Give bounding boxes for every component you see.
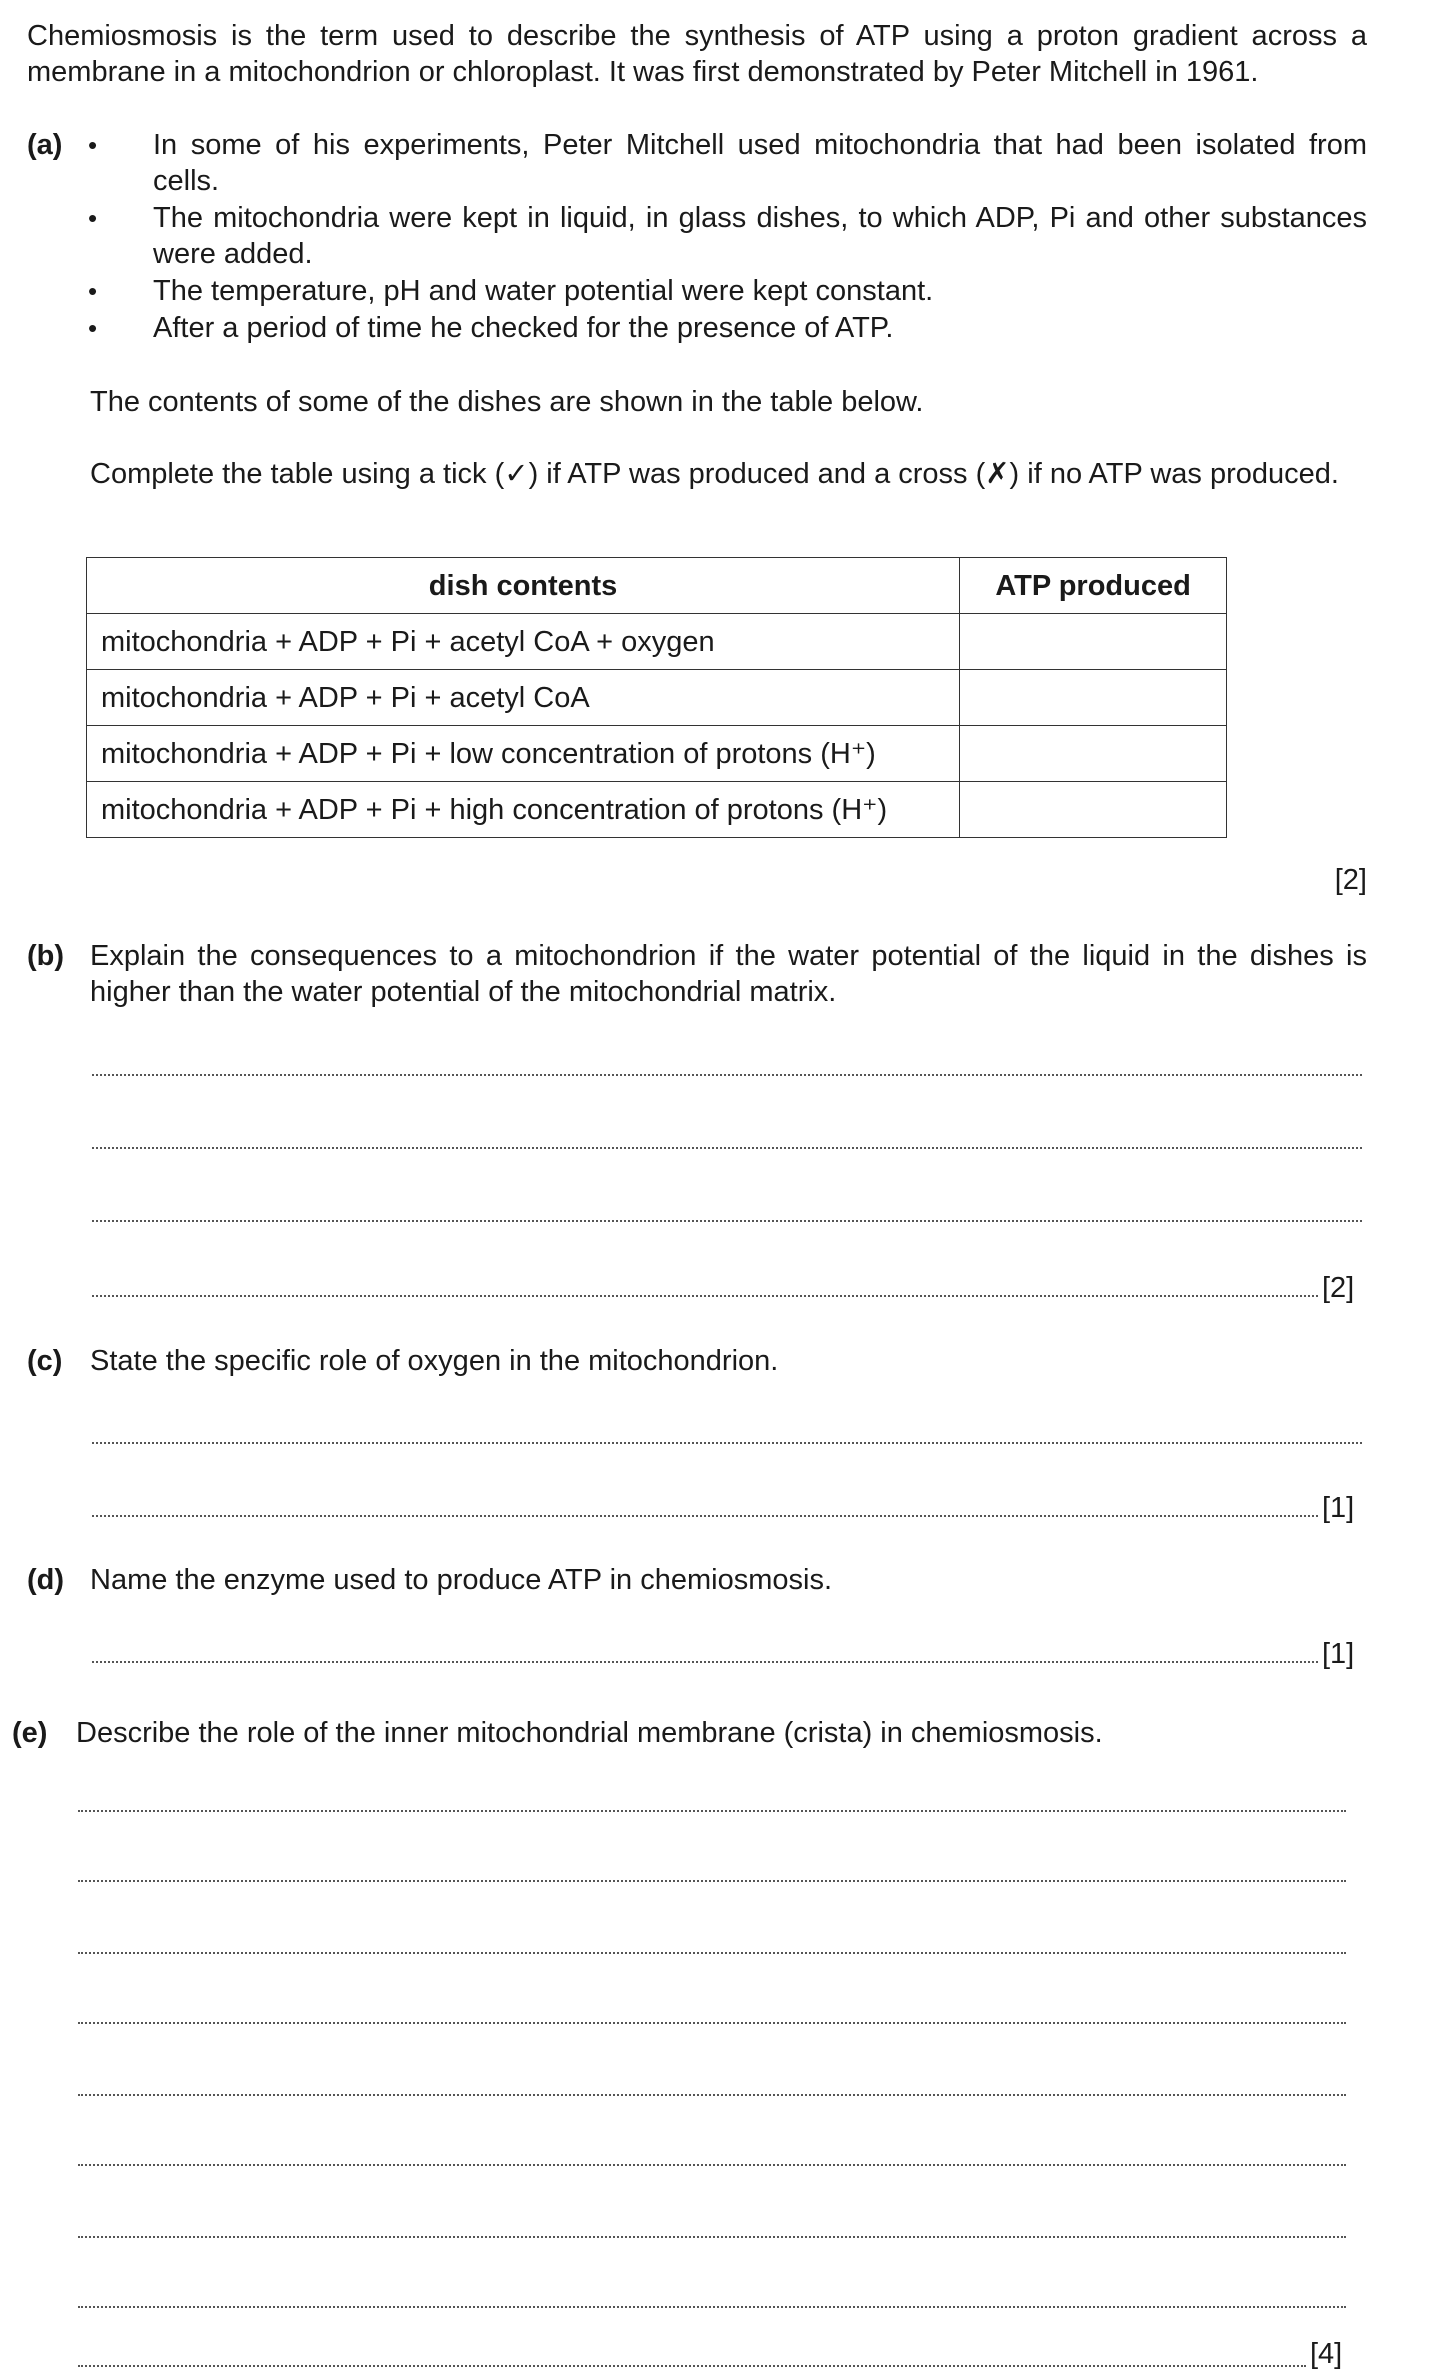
- dish-contents-cell: mitochondria + ADP + Pi + low concentration of protons (H⁺): [87, 726, 960, 782]
- answer-line-e7[interactable]: [78, 2236, 1346, 2238]
- part-e-label: (e): [12, 1717, 48, 1749]
- bullet-2: The mitochondria were kept in liquid, in glass dishes, to which ADP, Pi and other substances were added.: [153, 202, 1367, 270]
- table-header-row: [87, 558, 1227, 614]
- intro-paragraph: Chemiosmosis is the term used to describe the synthesis of ATP using a proton gradient across a membrane in a mitochondrion or chloroplast. It was first demonstrated by Peter Mitchell in 1961.: [27, 20, 1367, 88]
- part-d-marks: [1]: [1322, 1638, 1355, 1670]
- atp-table: [86, 557, 1227, 838]
- answer-line-b4[interactable]: [92, 1295, 1318, 1297]
- answer-line-e9[interactable]: [78, 2365, 1306, 2367]
- table-instruction: Complete the table using a tick (✓) if ATP was produced and a cross (✗) if no ATP was produced.: [90, 458, 1339, 490]
- part-c-label: (c): [27, 1345, 63, 1377]
- part-a-marks: [2]: [1334, 864, 1367, 896]
- answer-line-c2[interactable]: [92, 1515, 1318, 1517]
- answer-line-d1[interactable]: [92, 1661, 1318, 1663]
- part-e-question: Describe the role of the inner mitochondrial membrane (crista) in chemiosmosis.: [76, 1717, 1103, 1749]
- answer-line-c1[interactable]: [92, 1442, 1362, 1444]
- bullet-3: The temperature, pH and water potential were kept constant.: [153, 275, 934, 307]
- part-c-question: State the specific role of oxygen in the mitochondrion.: [90, 1345, 779, 1377]
- atp-answer-cell[interactable]: [960, 670, 1227, 726]
- answer-line-e4[interactable]: [78, 2022, 1346, 2024]
- answer-line-b1[interactable]: [92, 1074, 1362, 1076]
- answer-line-b2[interactable]: [92, 1147, 1362, 1149]
- part-b-question: Explain the consequences to a mitochondrion if the water potential of the liquid in the dishes is higher than the water potential of the mitochondrial matrix.: [90, 940, 1367, 1008]
- answer-line-b3[interactable]: [92, 1220, 1362, 1222]
- header-dish-contents: dish contents: [87, 558, 960, 614]
- part-e-marks: [4]: [1310, 2338, 1343, 2370]
- bullet-2-dot: •: [88, 203, 98, 233]
- part-d-label: (d): [27, 1564, 65, 1596]
- answer-line-e1[interactable]: [78, 1810, 1346, 1812]
- header-atp-produced: ATP produced: [960, 558, 1227, 614]
- part-d-question: Name the enzyme used to produce ATP in chemiosmosis.: [90, 1564, 833, 1596]
- dish-contents-cell: mitochondria + ADP + Pi + high concentration of protons (H⁺): [87, 782, 960, 838]
- table-row: [87, 782, 1227, 838]
- answer-line-e2[interactable]: [78, 1880, 1346, 1882]
- atp-answer-cell[interactable]: [960, 782, 1227, 838]
- part-a-label: (a): [27, 129, 63, 161]
- bullet-4: After a period of time he checked for the presence of ATP.: [153, 312, 894, 344]
- answer-line-e8[interactable]: [78, 2306, 1346, 2308]
- table-row: [87, 726, 1227, 782]
- bullet-4-dot: •: [88, 313, 98, 343]
- answer-line-e3[interactable]: [78, 1952, 1346, 1954]
- table-intro-text: The contents of some of the dishes are shown in the table below.: [90, 386, 924, 418]
- answer-line-e6[interactable]: [78, 2164, 1346, 2166]
- bullet-3-dot: •: [88, 276, 98, 306]
- dish-contents-cell: mitochondria + ADP + Pi + acetyl CoA + oxygen: [87, 614, 960, 670]
- table-row: [87, 670, 1227, 726]
- table-row: [87, 614, 1227, 670]
- answer-line-e5[interactable]: [78, 2094, 1346, 2096]
- part-c-marks: [1]: [1322, 1492, 1355, 1524]
- part-b-label: (b): [27, 940, 65, 972]
- dish-contents-cell: mitochondria + ADP + Pi + acetyl CoA: [87, 670, 960, 726]
- atp-answer-cell[interactable]: [960, 726, 1227, 782]
- part-b-marks: [2]: [1322, 1272, 1355, 1304]
- atp-answer-cell[interactable]: [960, 614, 1227, 670]
- bullet-1-dot: •: [88, 130, 98, 160]
- bullet-1: In some of his experiments, Peter Mitchell used mitochondria that had been isolated from cells.: [153, 129, 1367, 197]
